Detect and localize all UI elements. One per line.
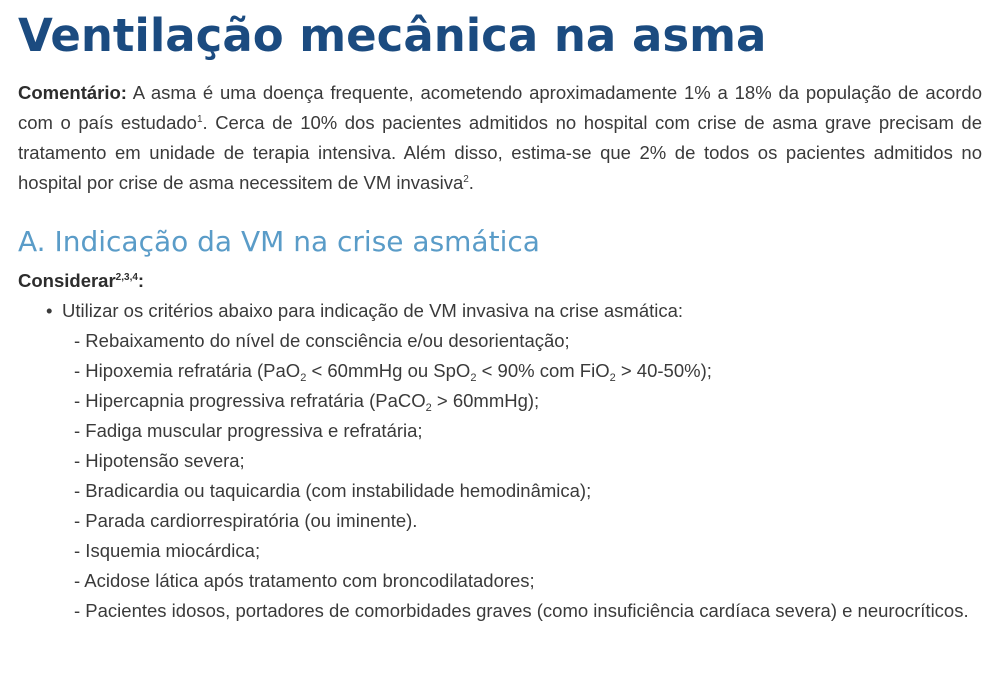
- bullet-text: Utilizar os critérios abaixo para indicação de VM invasiva na crise asmática:: [62, 300, 684, 321]
- criteria-item-consciousness: - Rebaixamento do nível de consciência e/ou desorientação;: [74, 330, 570, 351]
- criteria-item-hypercapnia: [74, 386, 982, 416]
- criteria-item-brady-tachycardia: - Bradicardia ou taquicardia (com instabilidade hemodinâmica);: [74, 480, 592, 501]
- spo2-subscript: 2: [470, 372, 477, 384]
- criteria-list: [18, 326, 982, 626]
- hypoxemia-text-c: < 90% com FiO: [476, 360, 610, 381]
- pao2-subscript: 2: [300, 372, 307, 384]
- criteria-item-fatigue: - Fadiga muscular progressiva e refratária;: [74, 420, 423, 441]
- bullet-item: [18, 296, 982, 326]
- hypoxemia-text-a: - Hipoxemia refratária (PaO: [74, 360, 301, 381]
- comment-paragraph: [18, 78, 982, 198]
- criteria-item-elderly-patients: - Pacientes idosos, portadores de comorbidades graves (como insuficiência cardíaca severa) e neurocríticos.: [74, 600, 969, 621]
- criteria-item-hypotension: - Hipotensão severa;: [74, 450, 245, 471]
- consider-references: 2,3,4: [115, 272, 138, 283]
- consider-heading: [18, 266, 982, 296]
- comment-text-3: .: [468, 172, 474, 193]
- reference-1: 1: [196, 114, 203, 125]
- comment-text-1: A asma é uma doença frequente, acometendo aproximadamente 1% a 18% da população de acordo com o país estudado: [18, 82, 982, 133]
- criteria-item-hypoxemia: [74, 356, 982, 386]
- criteria-item-lactic-acidosis: - Acidose lática após tratamento com broncodilatadores;: [74, 570, 535, 591]
- consider-colon: :: [137, 270, 145, 291]
- comment-text-2: . Cerca de 10% dos pacientes admitidos no hospital com crise de asma grave precisam de tratamento em unidade de terapia intensiva. Além disso, estima-se que 2% de todos os pacientes admitidos no hospital por crise de asma necessitem de VM invasiva: [18, 112, 982, 193]
- hypoxemia-text-b: < 60mmHg ou SpO: [306, 360, 471, 381]
- reference-2: 2: [463, 174, 469, 185]
- hypercapnia-text-b: > 60mmHg);: [431, 390, 540, 411]
- paco2-subscript: 2: [425, 402, 432, 414]
- section-title: A. Indicação da VM na crise asmática: [18, 225, 540, 258]
- comment-label: Comentário:: [18, 82, 127, 103]
- consider-label: Considerar: [18, 270, 116, 291]
- document-page: [18, 6, 982, 626]
- fio2-subscript: 2: [609, 372, 616, 384]
- hypercapnia-text-a: - Hipercapnia progressiva refratária (PaCO: [74, 390, 426, 411]
- bullet-dot-icon: •: [46, 300, 53, 321]
- page-title: Ventilação mecânica na asma: [18, 9, 767, 62]
- criteria-item-ischemia: - Isquemia miocárdica;: [74, 540, 261, 561]
- hypoxemia-text-d: > 40-50%);: [615, 360, 712, 381]
- criteria-item-cardiac-arrest: - Parada cardiorrespiratória (ou iminente).: [74, 510, 418, 531]
